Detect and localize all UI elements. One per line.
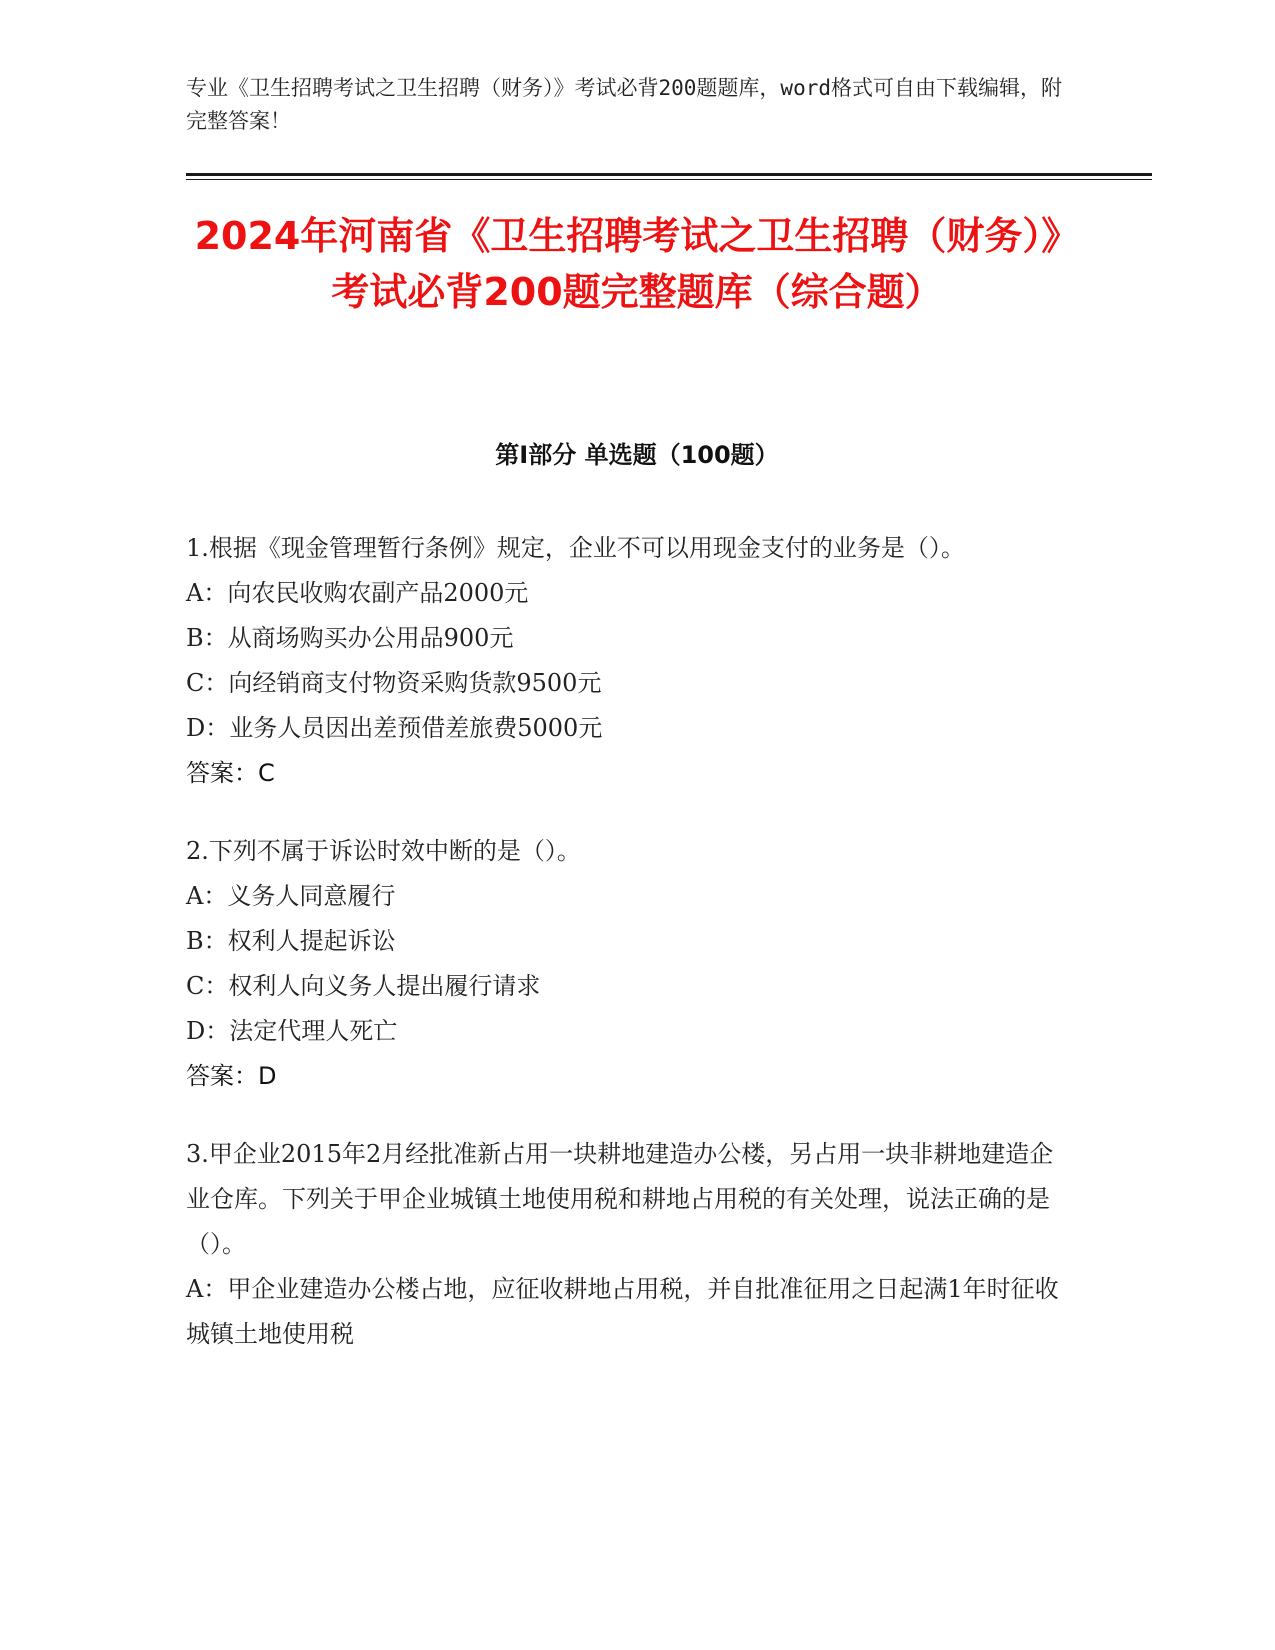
question-3 bbox=[186, 1132, 1066, 1357]
option-a: A：向农民收购农副产品2000元 bbox=[186, 579, 529, 607]
option-a: A：义务人同意履行 bbox=[186, 882, 396, 910]
option-a: A：甲企业建造办公楼占地，应征收耕地占用税，并自批准征用之日起满1年时征收城镇土地使用税 bbox=[186, 1275, 1059, 1348]
option-d: D：法定代理人死亡 bbox=[186, 1017, 398, 1045]
question-2 bbox=[186, 829, 1066, 1099]
question-1 bbox=[186, 526, 1066, 796]
answer-line: 答案：C bbox=[186, 759, 275, 787]
header-divider-thick bbox=[186, 173, 1152, 176]
intro-text: 专业《卫生招聘考试之卫生招聘（财务）》考试必背200题题库，word格式可自由下载编辑，附完整答案！ bbox=[186, 76, 1062, 133]
question-text: 1.根据《现金管理暂行条例》规定，企业不可以用现金支付的业务是（）。 bbox=[186, 534, 965, 562]
option-d: D：业务人员因出差预借差旅费5000元 bbox=[186, 714, 603, 742]
header-divider-thin bbox=[186, 179, 1152, 180]
option-b: B：权利人提起诉讼 bbox=[186, 927, 396, 955]
section-heading: 第Ⅰ部分 单选题（100题） bbox=[495, 441, 779, 469]
document-title: 2024年河南省《卫生招聘考试之卫生招聘（财务）》考试必背200题完整题库（综合题） bbox=[194, 214, 1080, 314]
answer-line: 答案：D bbox=[186, 1062, 277, 1090]
question-text: 3.甲企业2015年2月经批准新占用一块耕地建造办公楼，另占用一块非耕地建造企业仓库。下列关于甲企业城镇土地使用税和耕地占用税的有关处理，说法正确的是（）。 bbox=[186, 1140, 1054, 1258]
question-text: 2.下列不属于诉讼时效中断的是（）。 bbox=[186, 837, 581, 865]
option-c: C：向经销商支付物资采购货款9500元 bbox=[186, 669, 602, 697]
option-b: B：从商场购买办公用品900元 bbox=[186, 624, 514, 652]
question-list bbox=[186, 526, 1066, 1390]
option-c: C：权利人向义务人提出履行请求 bbox=[186, 972, 541, 1000]
